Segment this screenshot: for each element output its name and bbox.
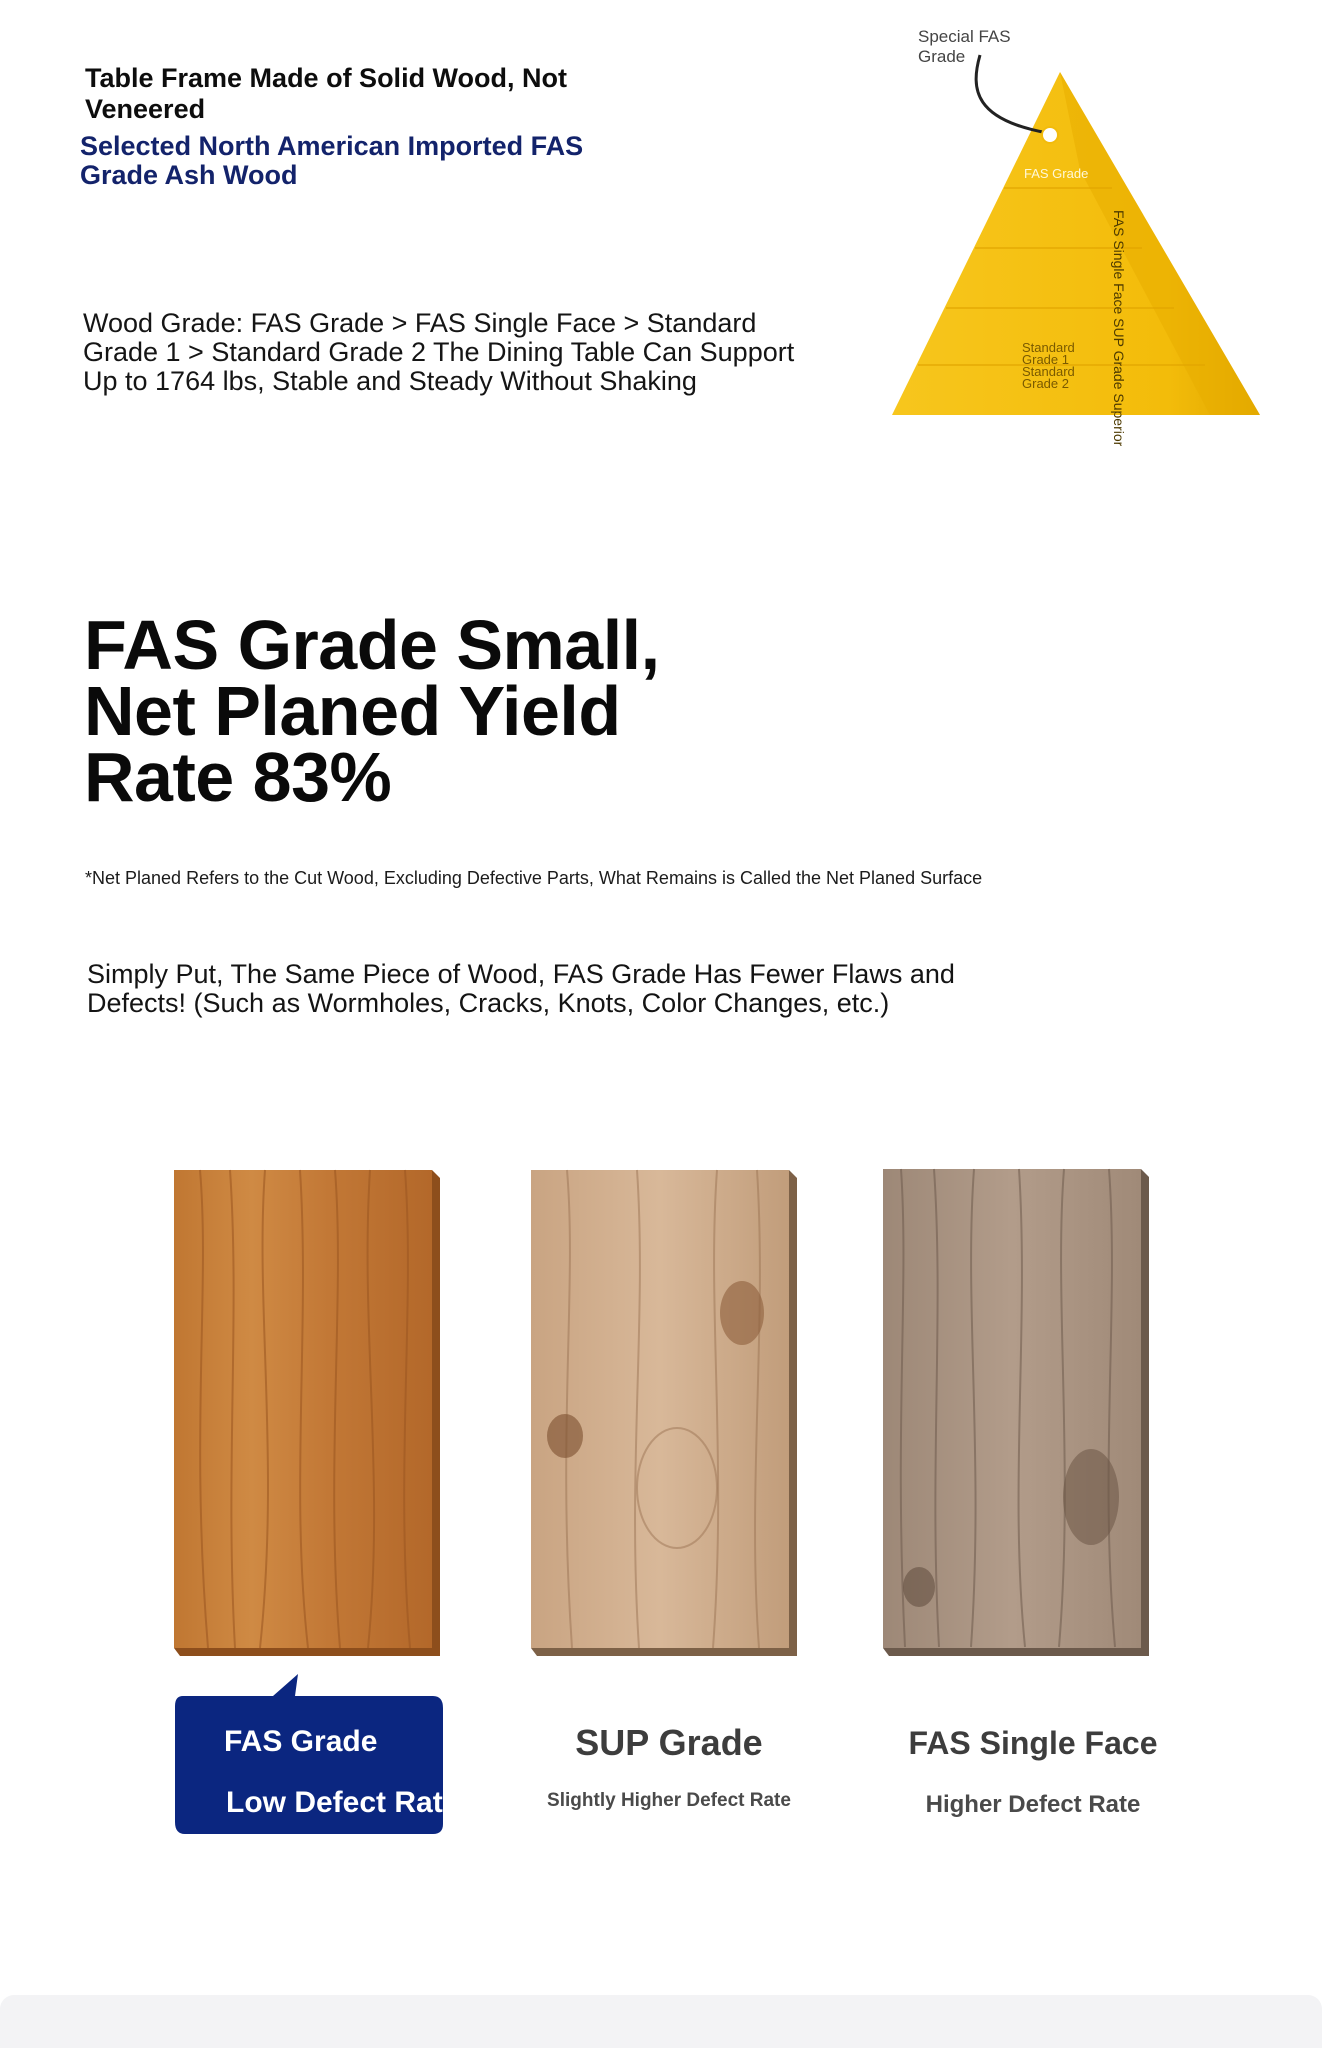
wood-sample-single-face [879,1167,1153,1662]
wood-board-image [170,1168,444,1662]
fas-grade-title: FAS Grade [224,1725,378,1758]
callout-dot [1042,127,1058,143]
pyramid-label-std1-line1: Standard [1022,340,1075,355]
yield-heading-line: FAS Grade Small, [84,606,660,684]
wood-board-image [879,1167,1153,1662]
sup-grade-title: SUP Grade [575,1722,763,1763]
callout-label-line2: Grade [918,47,966,66]
section-subtitle: Selected North American Imported FAS Grade Ash Wood [80,131,584,190]
single-face-subtitle: Higher Defect Rate [925,1791,1141,1818]
single-face-title: FAS Single Face [908,1725,1158,1761]
pyramid-side-label: FAS Single Face SUP Grade Superior [1111,210,1127,447]
callout-label-line1: Special FAS [918,27,1011,46]
grade-description: Wood Grade: FAS Grade > FAS Single Face > Standard Grade 1 > Standard Grade 2 The Dining Table Can Support Up to 1764 lbs, Stable and Steady Without Shaking [83,308,795,396]
fas-grade-subtitle: Low Defect Rate [226,1786,460,1819]
bottom-panel [0,1995,1322,2048]
pyramid-graphic [880,20,1280,460]
section-title: Table Frame Made of Solid Wood, Not Veneered [85,63,568,124]
explanation-text: Simply Put, The Same Piece of Wood, FAS Grade Has Fewer Flaws and Defects! (Such as Wormholes, Cracks, Knots, Color Changes, etc.) [87,959,955,1018]
pyramid-label-std1-line2: Grade 1 [1022,352,1069,367]
footnote: *Net Planed Refers to the Cut Wood, Excluding Defective Parts, What Remains is Called the Net Planed Surface [85,868,983,888]
pyramid-label-std2-line2: Grade 2 [1022,376,1069,391]
pyramid-label-fas: FAS Grade [1024,166,1089,181]
grade-pyramid [880,20,1280,460]
yield-heading [84,606,764,816]
yield-heading-line: Rate 83% [84,738,392,816]
wood-sample-sup [527,1168,801,1662]
wood-sample-fas [170,1168,444,1662]
sup-grade-subtitle: Slightly Higher Defect Rate [547,1790,791,1811]
yield-heading-line: Net Planed Yield [84,672,621,750]
wood-board-image [527,1168,801,1662]
pyramid-label-std2-line1: Standard [1022,364,1075,379]
